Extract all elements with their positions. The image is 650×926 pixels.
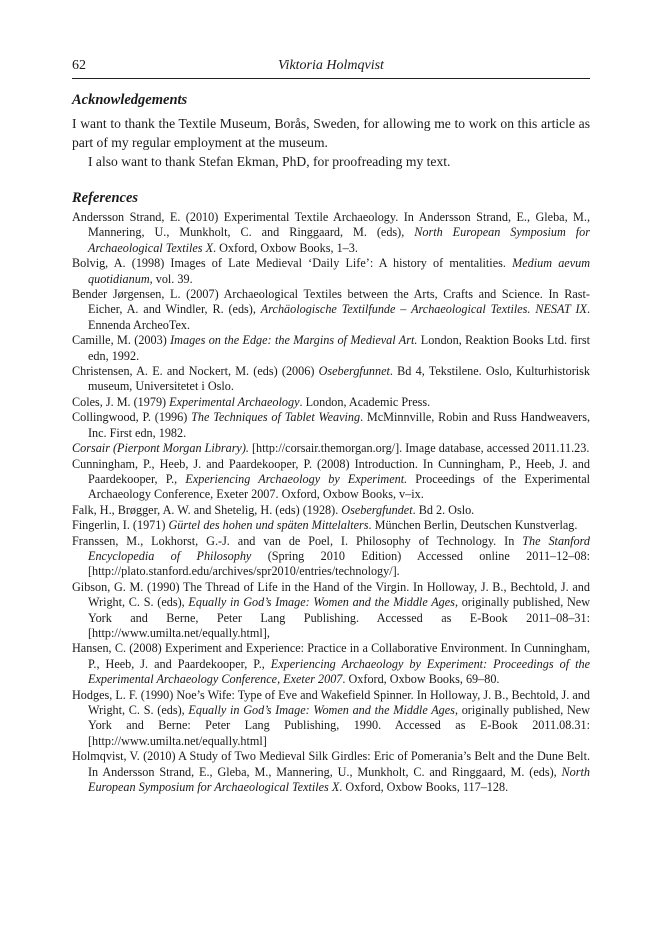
reference-entry: Hodges, L. F. (1990) Noe’s Wife: Type of Eve and Wakefield Spinner. In Holloway, J. B., Bechtold, J. and Wright, C. S. (eds), Equally in God’s Image: Women and the Middle Ages, originally published, New York and Berne: Peter Lang Publishing, 1990. Accessed as E-Book 2011.08.31: [http://www.umilta.net/equally.html] bbox=[72, 687, 591, 748]
acknowledgements-body bbox=[72, 114, 590, 171]
reference-entry: Camille, M. (2003) Images on the Edge: the Margins of Medieval Art. London, Reaktion Books Ltd. first edn, 1992. bbox=[72, 333, 591, 363]
reference-entry: Fingerlin, I. (1971) Gürtel des hohen und späten Mittelalters. München Berlin, Deutschen Kunstverlag. bbox=[72, 518, 578, 533]
reference-entry: Bolvig, A. (1998) Images of Late Medieval ‘Daily Life’: A history of mentalities. Medium aevum quotidianum, vol. 39. bbox=[72, 256, 590, 286]
references-heading: References bbox=[72, 190, 139, 206]
reference-entry: Christensen, A. E. and Nockert, M. (eds) (2006) Osebergfunnet. Bd 4, Tekstilene. Oslo, Kulturhistorisk museum, Universitetet i Oslo. bbox=[72, 364, 590, 394]
reference-entry: Bender Jørgensen, L. (2007) Archaeological Textiles between the Arts, Crafts and Science. In Rast-Eicher, A. and Windler, R. (eds), Archäologische Textilfunde – Archaeological Textiles. NESAT IX. Ennenda ArcheoTex. bbox=[72, 287, 590, 332]
acknowledgements-paragraph: I also want to thank Stefan Ekman, PhD, for proofreading my text. bbox=[88, 154, 451, 169]
reference-entry: Corsair (Pierpont Morgan Library). [http://corsair.themorgan.org/]. Image database, accessed 2011.11.23. bbox=[72, 441, 590, 456]
reference-entry: Coles, J. M. (1979) Experimental Archaeology. London, Academic Press. bbox=[72, 394, 431, 409]
reference-entry: Hansen, C. (2008) Experiment and Experience: Practice in a Collaborative Environment. In Cunningham, P., Heeb, J. and Paardekooper, P., Experiencing Archaeology by Experiment: Proceedings of the Experimental Archaeology Conference, Exeter 2007. Oxford, Oxbow Books, 69–80. bbox=[72, 641, 590, 687]
reference-entry: Holmqvist, V. (2010) A Study of Two Medieval Silk Girdles: Eric of Pomerania’s Belt and the Dune Belt. In Andersson Strand, E., Gleba, M., Mannering, U., Munkholt, C. and Ringgaard, M. (eds), North European Symposium for Archaeological Textiles X. Oxford, Oxbow Books, 117–128. bbox=[72, 749, 590, 795]
page-number: 62 bbox=[72, 58, 86, 73]
reference-entry: Falk, H., Brøgger, A. W. and Shetelig, H. (eds) (1928). Osebergfundet. Bd 2. Oslo. bbox=[72, 502, 475, 517]
reference-list bbox=[72, 210, 590, 795]
reference-entry: Gibson, G. M. (1990) The Thread of Life in the Hand of the Virgin. In Holloway, J. B., Bechtold, J. and Wright, C. S. (eds), Equally in God’s Image: Women and the Middle Ages, originally published, New York and Berne, Peter Lang Publishing. Accessed as E-Book 2011–08–31: [http://www.umilta.net/equally.html], bbox=[72, 579, 591, 640]
acknowledgements-heading: Acknowledgements bbox=[72, 92, 188, 108]
reference-entry: Collingwood, P. (1996) The Techniques of Tablet Weaving. McMinnville, Robin and Russ Handweavers, Inc. First edn, 1982. bbox=[72, 410, 591, 440]
reference-entry: Andersson Strand, E. (2010) Experimental Textile Archaeology. In Andersson Strand, E., Gleba, M., Mannering, U., Munkholt, C. and Ringgaard, M. (eds), North European Symposium for Archaeological Textiles X. Oxford, Oxbow Books, 1–3. bbox=[72, 210, 590, 255]
running-head-author: Viktoria Holmqvist bbox=[278, 58, 384, 73]
running-head bbox=[72, 58, 590, 79]
reference-entry: Franssen, M., Lokhorst, G.-J. and van de Poel, I. Philosophy of Technology. In The Stanford Encyclopedia of Philosophy (Spring 2010 Edition) Accessed online 2011–12–08: [http://plato.stanford.edu/archives/spr2010/entries/technology/]. bbox=[72, 533, 590, 579]
reference-entry: Cunningham, P., Heeb, J. and Paardekooper, P. (2008) Introduction. In Cunningham, P., Heeb, J. and Paardekooper, P., Experiencing Archaeology by Experiment. Proceedings of the Experimental Archaeology Conference, Exeter 2007. Oxford, Oxbow Books, v–ix. bbox=[72, 456, 590, 502]
acknowledgements-paragraph: I want to thank the Textile Museum, Borås, Sweden, for allowing me to work on this article as part of my regular employment at the museum. bbox=[72, 116, 590, 150]
